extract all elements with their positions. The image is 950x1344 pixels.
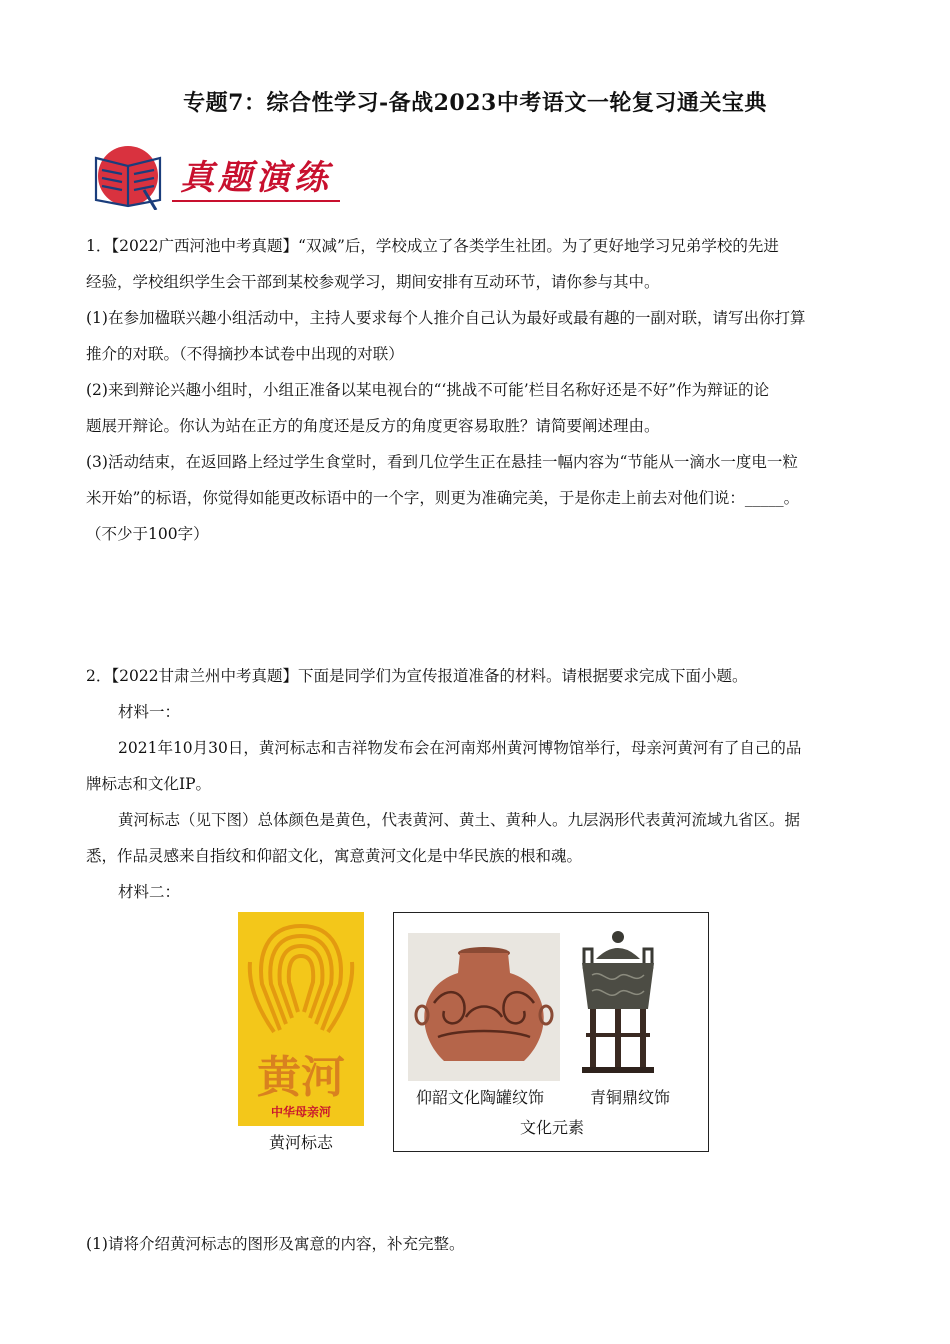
fingerprint-logo-icon [238, 912, 364, 1126]
logo-caption: 黄河标志 [269, 1133, 334, 1152]
page-title: 专题7：综合性学习-备战2023中考语文一轮复习通关宝典 [183, 90, 767, 116]
q2-line: 2021年10月30日，黄河标志和吉祥物发布会在河南郑州黄河博物馆举行，母亲河黄河有了自己的品 [118, 739, 802, 757]
q1-line: 1．【2022广西河池中考真题】“双减”后，学校成立了各类学生社团。为了更好地学习兄弟学校的先进 [86, 237, 779, 255]
pot-caption: 仰韶文化陶罐纹饰 [416, 1088, 545, 1107]
q1-line: (1)在参加楹联兴趣小组活动中，主持人要求每个人推介自己认为最好或最有趣的一副对联，请写出你打算 [86, 309, 806, 327]
q2-line: 2．【2022甘肃兰州中考真题】下面是同学们为宣传报道准备的材料。请根据要求完成下面小题。 [86, 667, 748, 685]
banner-label: 真题演练 [180, 158, 332, 198]
q1-line: (3)活动结束，在返回路上经过学生食堂时，看到几位学生正在悬挂一幅内容为“节能从一滴水一度电一粒 [86, 453, 798, 471]
q2-line: 悉，作品灵感来自指纹和仰韶文化，寓意黄河文化是中华民族的根和魂。 [86, 847, 583, 865]
ding-caption: 青铜鼎纹饰 [590, 1088, 671, 1107]
logo-subtitle: 中华母亲河 [270, 1105, 332, 1119]
q2-line: 材料二： [118, 883, 181, 901]
q1-line: （不少于100字） [86, 525, 209, 543]
q1-line: (2)来到辩论兴趣小组时，小组正准备以某电视台的“‘挑战不可能’栏目名称好还是不好”作为辩证的论 [86, 381, 770, 399]
painted-pottery-jar-icon [408, 933, 560, 1081]
banner-underline [172, 200, 340, 202]
yellow-river-logo [238, 912, 364, 1152]
q1-line: 题展开辩论。你认为站在正方的角度还是反方的角度更容易取胜？请简要阐述理由。 [86, 417, 660, 435]
bronze-ding-icon [576, 929, 660, 1085]
q2-subquestion: (1)请将介绍黄河标志的图形及寓意的内容，补充完整。 [86, 1235, 465, 1253]
logo-chars: 黄河 [257, 1052, 345, 1103]
q2-line: 黄河标志（见下图）总体颜色是黄色，代表黄河、黄土、黄种人。九层涡形代表黄河流域九省区。据 [118, 811, 801, 829]
q2-line: 牌标志和文化IP。 [86, 775, 212, 793]
q2-line: 材料一： [118, 703, 181, 721]
q1-line: 经验，学校组织学生会干部到某校参观学习，期间安排有互动环节，请你参与其中。 [86, 273, 660, 291]
q1-line: 推介的对联。（不得摘抄本试卷中出现的对联） [86, 345, 404, 363]
culture-elements-box [393, 912, 709, 1152]
box-caption: 文化元素 [520, 1118, 585, 1137]
q1-line: 米开始”的标语，你觉得如能更改标语中的一个字，则更为准确完美，于是你走上前去对他们说：_____。 [86, 489, 800, 507]
